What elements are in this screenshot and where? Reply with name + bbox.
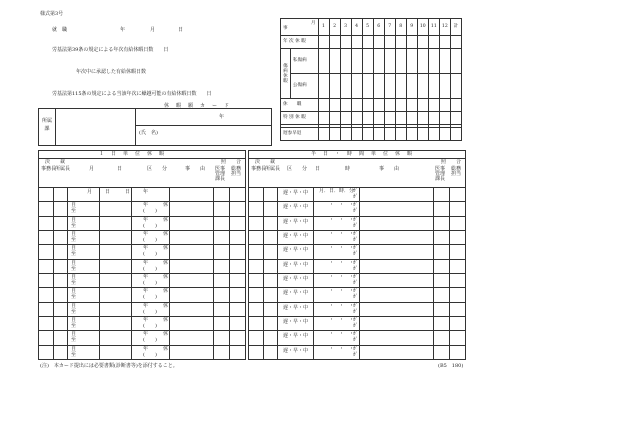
month-header-6: 6 [373,19,384,36]
month-cell[interactable] [362,127,373,140]
month-cell[interactable] [351,36,362,49]
footer-note: (注) 本カード提出には必要書類(診断書等)を添付すること。 [40,363,178,369]
row-kind: 遅・早・中 [283,319,309,325]
table-row[interactable] [249,273,465,288]
right-col-class: 区 分 [287,166,308,172]
row-paren: ( ) [143,222,157,229]
header-line-2: 年次中に承認した有給休暇日数 [76,69,147,75]
month-cell[interactable] [406,127,417,140]
time-unit-2: ｶﾞ [353,237,359,244]
month-header-2: 2 [329,19,340,36]
row-kind: 遅・早・中 [283,247,309,254]
month-cell[interactable] [395,49,406,74]
month-cell[interactable] [439,127,450,140]
table-row[interactable] [39,330,245,345]
table-row[interactable] [249,187,465,202]
row-to: 至 [71,351,77,358]
left-receipt-sub-2: 総務担当 [231,166,242,177]
month-cell[interactable] [439,74,450,99]
time-dots: ・ ・ ・ [329,231,355,237]
month-header-1: 1 [318,19,329,36]
month-cell[interactable] [318,74,329,99]
left-approval-sub-2: 所属長 [55,166,71,172]
affiliation-box [38,108,272,146]
month-cell[interactable] [395,112,406,125]
row-kind: 年 [143,274,149,280]
month-cell[interactable] [362,98,373,111]
row-kind: 年 [143,259,149,266]
first-from: 日 [125,189,131,195]
sick-leave-side-label: 傷病休暇 [281,49,291,99]
time-unit-2: ｶﾞ [353,323,359,330]
row-rest: 休 [163,231,169,237]
row-to: 至 [71,323,77,330]
month-cell[interactable] [362,36,373,49]
row-kind: 年 [143,245,149,252]
table-row[interactable] [39,244,245,259]
month-cell[interactable] [351,112,362,125]
table-row[interactable] [249,216,465,231]
time-unit-2: ｶﾞ [353,280,359,287]
month-cell[interactable] [318,112,329,125]
month-cell[interactable] [417,98,428,111]
row-rest: 休 [163,331,169,338]
table-row[interactable] [249,259,465,274]
month-cell[interactable] [373,74,384,99]
time-unit-2: ｶﾞ [353,208,359,215]
row-kind: 年 [143,216,149,223]
month-cell[interactable] [340,112,351,125]
row-to: 至 [71,208,77,215]
month-row-label-1: 私傷病 [290,49,318,74]
month-cell[interactable] [373,36,384,49]
header-line-1: 労基法第39条の規定による年次有給休暇日数 日 [52,47,169,53]
month-cell[interactable] [406,98,417,111]
row-from: 自 [71,302,77,309]
name-label: (氏 名) [139,130,158,136]
row-paren: ( ) [143,294,157,301]
row-to: 至 [71,251,77,258]
row-to: 至 [71,294,77,301]
row-kind: 遅・早・中 [283,218,309,225]
full-day-title: １ 日 単 位 休 暇 [99,151,166,157]
right-approval-label: 決 裁 [255,159,276,165]
month-cell[interactable] [351,49,362,74]
left-approval-label: 決 裁 [45,159,66,165]
month-cell[interactable] [318,49,329,74]
month-header-3: 3 [340,19,351,36]
month-row-label-4: 特 別 休 暇 [281,112,319,125]
time-dots: ・ ・ ・ [329,331,355,338]
month-cell[interactable] [450,36,461,49]
row-to: 至 [71,308,77,315]
row-kind: 遅・早・中 [283,233,309,239]
month-cell[interactable] [340,36,351,49]
month-cell[interactable] [450,127,461,140]
corner-bottom: 事 [283,26,288,31]
row-kind: 遅・早・中 [283,261,309,268]
month-cell[interactable] [329,49,340,74]
time-unit-2: ｶﾞ [353,308,359,315]
month-cell[interactable] [384,36,395,49]
row-rest: 休 [163,288,169,295]
row-rest: 休 [163,216,169,223]
first-day: 日 [105,189,111,195]
right-receipt-sub-1: 医事管理課長 [435,166,446,182]
row-to: 至 [71,222,77,229]
month-header-8: 8 [395,19,406,36]
month-cell[interactable] [340,49,351,74]
month-header-4: 4 [351,19,362,36]
month-cell[interactable] [329,98,340,111]
row-paren: ( ) [143,251,157,258]
left-col-class: 区 分 [147,166,168,172]
month-cell[interactable] [439,112,450,125]
time-unit: ｶﾞ [353,202,359,209]
table-row[interactable] [249,244,465,259]
affiliation-label: 所属課 [42,118,53,132]
month-cell[interactable] [362,112,373,125]
header-line-3: 労基法第115条の規定による当該年次に繰越可能の有給休暇日数 日 [52,91,212,97]
full-day-rows [39,187,245,359]
first-time: 月．日．時．分 [319,188,355,194]
table-row[interactable] [249,201,465,216]
time-unit-2: ｶﾞ [353,265,359,272]
row-to: 至 [71,280,77,287]
time-dots: ・ ・ ・ [329,202,355,209]
corner-top: 月 [310,21,316,27]
month-cell[interactable] [417,112,428,125]
month-header-10: 10 [417,19,428,36]
table-row[interactable] [39,316,245,331]
month-cell[interactable] [406,74,417,99]
month-cell[interactable] [450,49,461,74]
time-dots: ・ ・ ・ [329,288,355,295]
month-cell[interactable] [384,127,395,140]
row-kind: 年 [143,345,149,352]
table-row[interactable] [39,201,245,216]
row-paren: ( ) [143,280,157,287]
right-col-day: 日 [315,166,321,172]
row-kind: 年 [143,231,149,237]
month-cell[interactable] [417,74,428,99]
table-row[interactable] [39,273,245,288]
card-title: 休 暇 願 カ ー ド [164,103,231,109]
row-from: 自 [71,274,77,280]
time-unit: ｶﾞ [353,188,359,194]
month-cell[interactable] [329,74,340,99]
month-cell[interactable] [417,36,428,49]
time-unit: ｶﾞ [353,231,359,237]
month-cell[interactable] [384,112,395,125]
left-col-reason: 事 由 [185,166,206,172]
table-row[interactable] [39,302,245,317]
table-row[interactable] [39,345,245,360]
row-paren: ( ) [143,351,157,358]
row-rest: 休 [163,302,169,309]
row-to: 至 [71,237,77,244]
table-row[interactable] [249,302,465,317]
row-rest: 休 [163,245,169,252]
left-receipt-sub-1: 医事管理課長 [215,166,226,182]
row-from: 自 [71,345,77,352]
month-cell[interactable] [439,36,450,49]
month-cell[interactable] [351,74,362,99]
hire-date-label: 就 職 [52,27,68,33]
month-cell[interactable] [373,127,384,140]
time-dots: ・ ・ ・ [329,245,355,252]
month-cell[interactable] [428,74,439,99]
month-cell[interactable] [417,49,428,74]
time-unit: ｶﾞ [353,302,359,309]
time-dots: ・ ・ ・ [329,216,355,223]
time-unit: ｶﾞ [353,216,359,223]
month-cell[interactable] [439,49,450,74]
row-paren: ( ) [143,337,157,344]
table-row[interactable] [39,230,245,245]
right-receipt-sub-2: 総務担当 [451,166,462,177]
row-from: 自 [71,216,77,223]
month-corner-cell [281,19,319,36]
row-kind: 遅・早・中 [283,190,309,196]
table-row[interactable] [39,216,245,231]
month-cell[interactable] [450,112,461,125]
table-row[interactable] [39,259,245,274]
row-kind: 遅・早・中 [283,204,309,211]
first-kind: 年 [143,189,149,195]
time-unit-2: ｶﾞ [353,251,359,258]
month-cell[interactable] [329,112,340,125]
left-col-month: 月 [89,166,95,172]
month-row-label-6: 遅参早退 [281,127,319,140]
month-cell[interactable] [329,36,340,49]
month-cell[interactable] [318,98,329,111]
row-kind: 年 [143,288,149,295]
row-rest: 休 [163,274,169,280]
month-row-label-3: 休 職 [281,98,319,111]
right-approval-sub-1: 事務長 [251,166,267,172]
table-row[interactable] [249,316,465,331]
left-approval-sub-1: 事務長 [41,166,57,172]
month-cell[interactable] [406,36,417,49]
row-paren: ( ) [143,265,157,272]
time-unit-2: ｶﾞ [353,294,359,301]
month-header-5: 5 [362,19,373,36]
month-cell[interactable] [373,49,384,74]
month-cell[interactable] [406,112,417,125]
time-unit-2: ｶﾞ [353,351,359,358]
month-cell[interactable] [351,98,362,111]
month-row-label-2: 公傷病 [290,74,318,99]
month-cell[interactable] [340,74,351,99]
month-cell[interactable] [384,74,395,99]
left-col-day: 日 [117,166,123,172]
row-from: 自 [71,245,77,252]
table-row[interactable] [249,287,465,302]
month-cell[interactable] [428,127,439,140]
row-from: 自 [71,259,77,266]
time-unit-2: ｶﾞ [353,337,359,344]
row-to: 至 [71,337,77,344]
half-day-title: 半 日 ・ 時 間 単 位 休 暇 [311,151,414,157]
time-unit: ｶﾞ [353,245,359,252]
time-unit-2: ｶﾞ [353,222,359,229]
row-kind: 遅・早・中 [283,290,309,297]
month-cell[interactable] [373,112,384,125]
month-cell[interactable] [428,49,439,74]
row-rest: 休 [163,259,169,266]
year-label: 年 [219,114,225,120]
row-paren: ( ) [143,323,157,330]
table-row[interactable] [39,187,245,202]
month-cell[interactable] [450,74,461,99]
time-unit: ｶﾞ [353,345,359,352]
month-header-12: 12 [439,19,450,36]
row-kind: 遅・早・中 [283,347,309,354]
row-rest: 休 [163,202,169,209]
time-dots: ・ ・ ・ [329,259,355,266]
row-kind: 年 [143,331,149,338]
time-unit: ｶﾞ [353,259,359,266]
table-row[interactable] [249,230,465,245]
row-from: 自 [71,288,77,295]
month-header-11: 11 [428,19,439,36]
table-row[interactable] [249,345,465,360]
time-dots: ・ ・ ・ [329,274,355,280]
month-cell[interactable] [362,49,373,74]
row-kind: 遅・早・中 [283,333,309,340]
table-row[interactable] [39,287,245,302]
right-approval-sub-2: 所属長 [265,166,281,172]
full-day-leave-section [38,150,246,360]
month-cell[interactable] [340,98,351,111]
month-cell[interactable] [329,127,340,140]
time-dots: ・ ・ ・ [329,317,355,323]
month-cell[interactable] [384,49,395,74]
table-row[interactable] [249,330,465,345]
month-header-9: 9 [406,19,417,36]
row-rest: 休 [163,317,169,323]
month-cell[interactable] [318,127,329,140]
month-cell[interactable] [362,74,373,99]
month-cell[interactable] [417,127,428,140]
row-from: 自 [71,231,77,237]
row-kind: 遅・早・中 [283,304,309,311]
time-unit: ｶﾞ [353,288,359,295]
row-to: 至 [71,265,77,272]
row-paren: ( ) [143,237,157,244]
row-paren: ( ) [143,308,157,315]
month-cell[interactable] [428,98,439,111]
half-day-rows [249,187,465,359]
footer-size: (B5 180) [438,363,464,369]
form-number: 様式第3号 [40,11,64,17]
month-cell[interactable] [351,127,362,140]
row-from: 自 [71,317,77,323]
month-cell[interactable] [439,98,450,111]
time-unit: ｶﾞ [353,331,359,338]
row-rest: 休 [163,345,169,352]
month-cell[interactable] [395,98,406,111]
row-paren: ( ) [143,208,157,215]
month-cell[interactable] [373,98,384,111]
month-cell[interactable] [406,49,417,74]
month-cell[interactable] [395,127,406,140]
month-cell[interactable] [318,36,329,49]
month-cell[interactable] [450,98,461,111]
month-row-label-0: 年 次 休 暇 [281,36,319,49]
time-dots: ・ ・ ・ [329,345,355,352]
time-unit-2: ｶﾞ [353,194,359,201]
month-cell[interactable] [428,112,439,125]
month-cell[interactable] [384,98,395,111]
row-from: 自 [71,331,77,338]
month-cell[interactable] [340,127,351,140]
hire-year: 年 [120,27,126,33]
half-day-leave-section [248,150,466,360]
time-dots: ・ ・ ・ [329,302,355,309]
time-unit: ｶﾞ [353,274,359,280]
row-kind: 年 [143,317,149,323]
hire-month: 月 [150,27,156,33]
month-header-7: 7 [384,19,395,36]
first-month: 月 [87,189,93,195]
monthly-leave-table [280,18,462,141]
month-cell[interactable] [395,74,406,99]
row-kind: 年 [143,302,149,309]
hire-day: 日 [178,27,184,33]
month-cell[interactable] [395,36,406,49]
month-cell[interactable] [428,36,439,49]
left-receipt-label: 照 合 [221,159,242,165]
right-col-reason: 事 由 [379,166,400,172]
month-header-13: 計 [450,19,461,36]
row-kind: 年 [143,202,149,209]
row-from: 自 [71,202,77,209]
row-kind: 遅・早・中 [283,276,309,282]
right-receipt-label: 照 合 [441,159,462,165]
right-col-time: 時 [345,166,351,172]
time-unit: ｶﾞ [353,317,359,323]
